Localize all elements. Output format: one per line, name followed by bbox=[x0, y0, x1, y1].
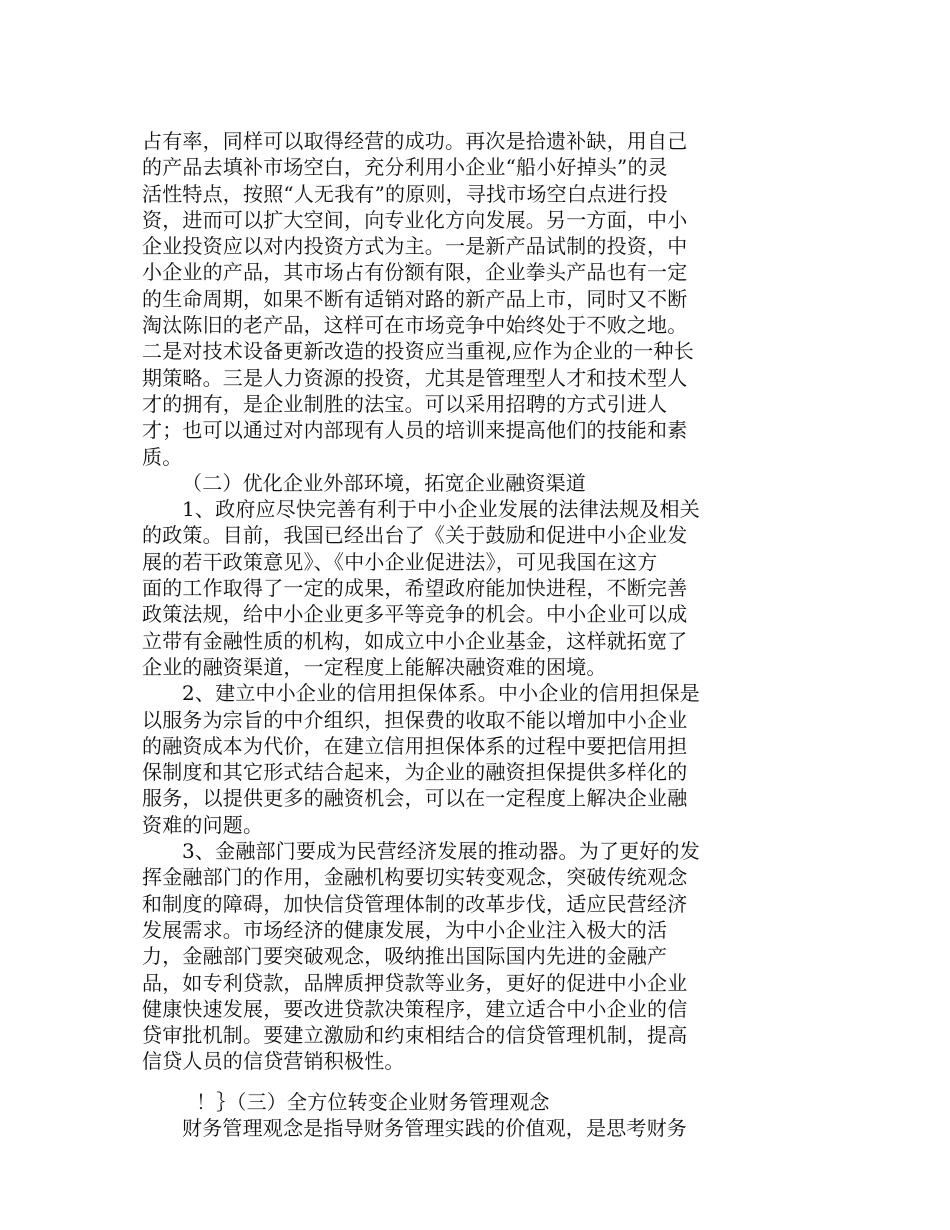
text-line: 展的若干政策意见》、《中小企业促进法》，可见我国在这方 bbox=[142, 549, 658, 574]
paragraph-gap bbox=[142, 1075, 742, 1089]
text-line: 的融资成本为代价，在建立信用担保体系的过程中要把信用担 bbox=[142, 733, 688, 758]
text-line: 3、金融部门要成为民营经济发展的推动器。为了更好的发 bbox=[182, 839, 700, 864]
text-line: 立带有金融性质的机构，如成立中小企业基金，这样就拓宽了 bbox=[142, 628, 688, 653]
text-line: 的生命周期，如果不断有适销对路的新产品上市，同时又不断 bbox=[142, 286, 688, 311]
text-line: 贷审批机制。要建立激励和约束相结合的信贷管理机制，提高 bbox=[142, 1023, 688, 1048]
text-line: 期策略。三是人力资源的投资，尤其是管理型人才和技术型人 bbox=[142, 365, 688, 390]
text-line: 二是对技术设备更新改造的投资应当重视,应作为企业的一种长 bbox=[142, 339, 694, 364]
section-heading-2 bbox=[142, 470, 742, 496]
paragraph-credit-guarantee bbox=[142, 680, 742, 838]
text-line: 企业投资应以对内投资方式为主。一是新产品试制的投资，中 bbox=[142, 234, 688, 259]
text-line: 财务管理观念是指导财务管理实践的价值观，是思考财务 bbox=[182, 1115, 687, 1140]
text-line: 以服务为宗旨的中介组织，担保费的收取不能以增加中小企业 bbox=[142, 707, 688, 732]
text-line: 才；也可以通过对内部现有人员的培训来提高他们的技能和素 bbox=[142, 418, 688, 443]
document-body bbox=[142, 128, 742, 1141]
text-line: 保制度和其它形式结合起来，为企业的融资担保提供多样化的 bbox=[142, 760, 688, 785]
paragraph-policy bbox=[142, 496, 742, 680]
text-line: 活性特点，按照“人无我有”的原则，寻找市场空白点进行投 bbox=[142, 181, 668, 206]
heading-text: ！｝（三）全方位转变企业财务管理观念 bbox=[196, 1089, 550, 1114]
text-line: 健康快速发展，要改进贷款决策程序，建立适合中小企业的信 bbox=[142, 996, 688, 1021]
paragraph-investment-strategy bbox=[142, 128, 742, 470]
text-line: 的产品去填补市场空白，充分利用小企业“船小好掉头”的灵 bbox=[142, 155, 668, 180]
text-line: 面的工作取得了一定的成果，希望政府能加快进程，不断完善 bbox=[142, 576, 688, 601]
text-line: 资难的问题。 bbox=[142, 812, 264, 837]
text-line: 服务，以提供更多的融资机会，可以在一定程度上解决企业融 bbox=[142, 786, 688, 811]
text-line: 挥金融部门的作用，金融机构要切实转变观念，突破传统观念 bbox=[142, 865, 688, 890]
text-line: 质。 bbox=[142, 444, 183, 469]
text-line: 力，金融部门要突破观念，吸纳推出国际国内先进的金融产 bbox=[142, 944, 668, 969]
text-line: 和制度的障碍，加快信贷管理体制的改革步伐，适应民营经济 bbox=[142, 891, 688, 916]
heading-text: （二）优化企业外部环境，拓宽企业融资渠道 bbox=[182, 470, 586, 495]
text-line: 占有率，同样可以取得经营的成功。再次是拾遗补缺，用自己 bbox=[142, 129, 688, 153]
text-line: 品，如专利贷款，品牌质押贷款等业务，更好的促进中小企业 bbox=[142, 970, 688, 995]
text-line: 淘汰陈旧的老产品，这样可在市场竞争中始终处于不败之地。 bbox=[142, 313, 688, 338]
text-line: 2、建立中小企业的信用担保体系。中小企业的信用担保是 bbox=[182, 681, 700, 706]
text-line: 发展需求。市场经济的健康发展，为中小企业注入极大的活 bbox=[142, 917, 668, 942]
section-heading-3 bbox=[142, 1089, 742, 1115]
paragraph-financial-sector bbox=[142, 838, 742, 1075]
text-line: 小企业的产品，其市场占有份额有限，企业拳头产品也有一定 bbox=[142, 260, 688, 285]
text-line: 才的拥有，是企业制胜的法宝。可以采用招聘的方式引进人 bbox=[142, 391, 668, 416]
text-line: 企业的融资渠道，一定程度上能解决融资难的困境。 bbox=[142, 654, 607, 679]
text-line: 1、政府应尽快完善有利于中小企业发展的法律法规及相关 bbox=[182, 497, 700, 522]
text-line: 的政策。目前，我国已经出台了《关于鼓励和促进中小企业发 bbox=[142, 523, 688, 548]
text-line: 资，进而可以扩大空间，向专业化方向发展。另一方面，中小 bbox=[142, 207, 688, 232]
text-line: 政策法规，给中小企业更多平等竞争的机会。中小企业可以成 bbox=[142, 602, 688, 627]
paragraph-financial-concept bbox=[142, 1115, 742, 1141]
text-line: 信贷人员的信贷营销积极性。 bbox=[142, 1049, 405, 1074]
